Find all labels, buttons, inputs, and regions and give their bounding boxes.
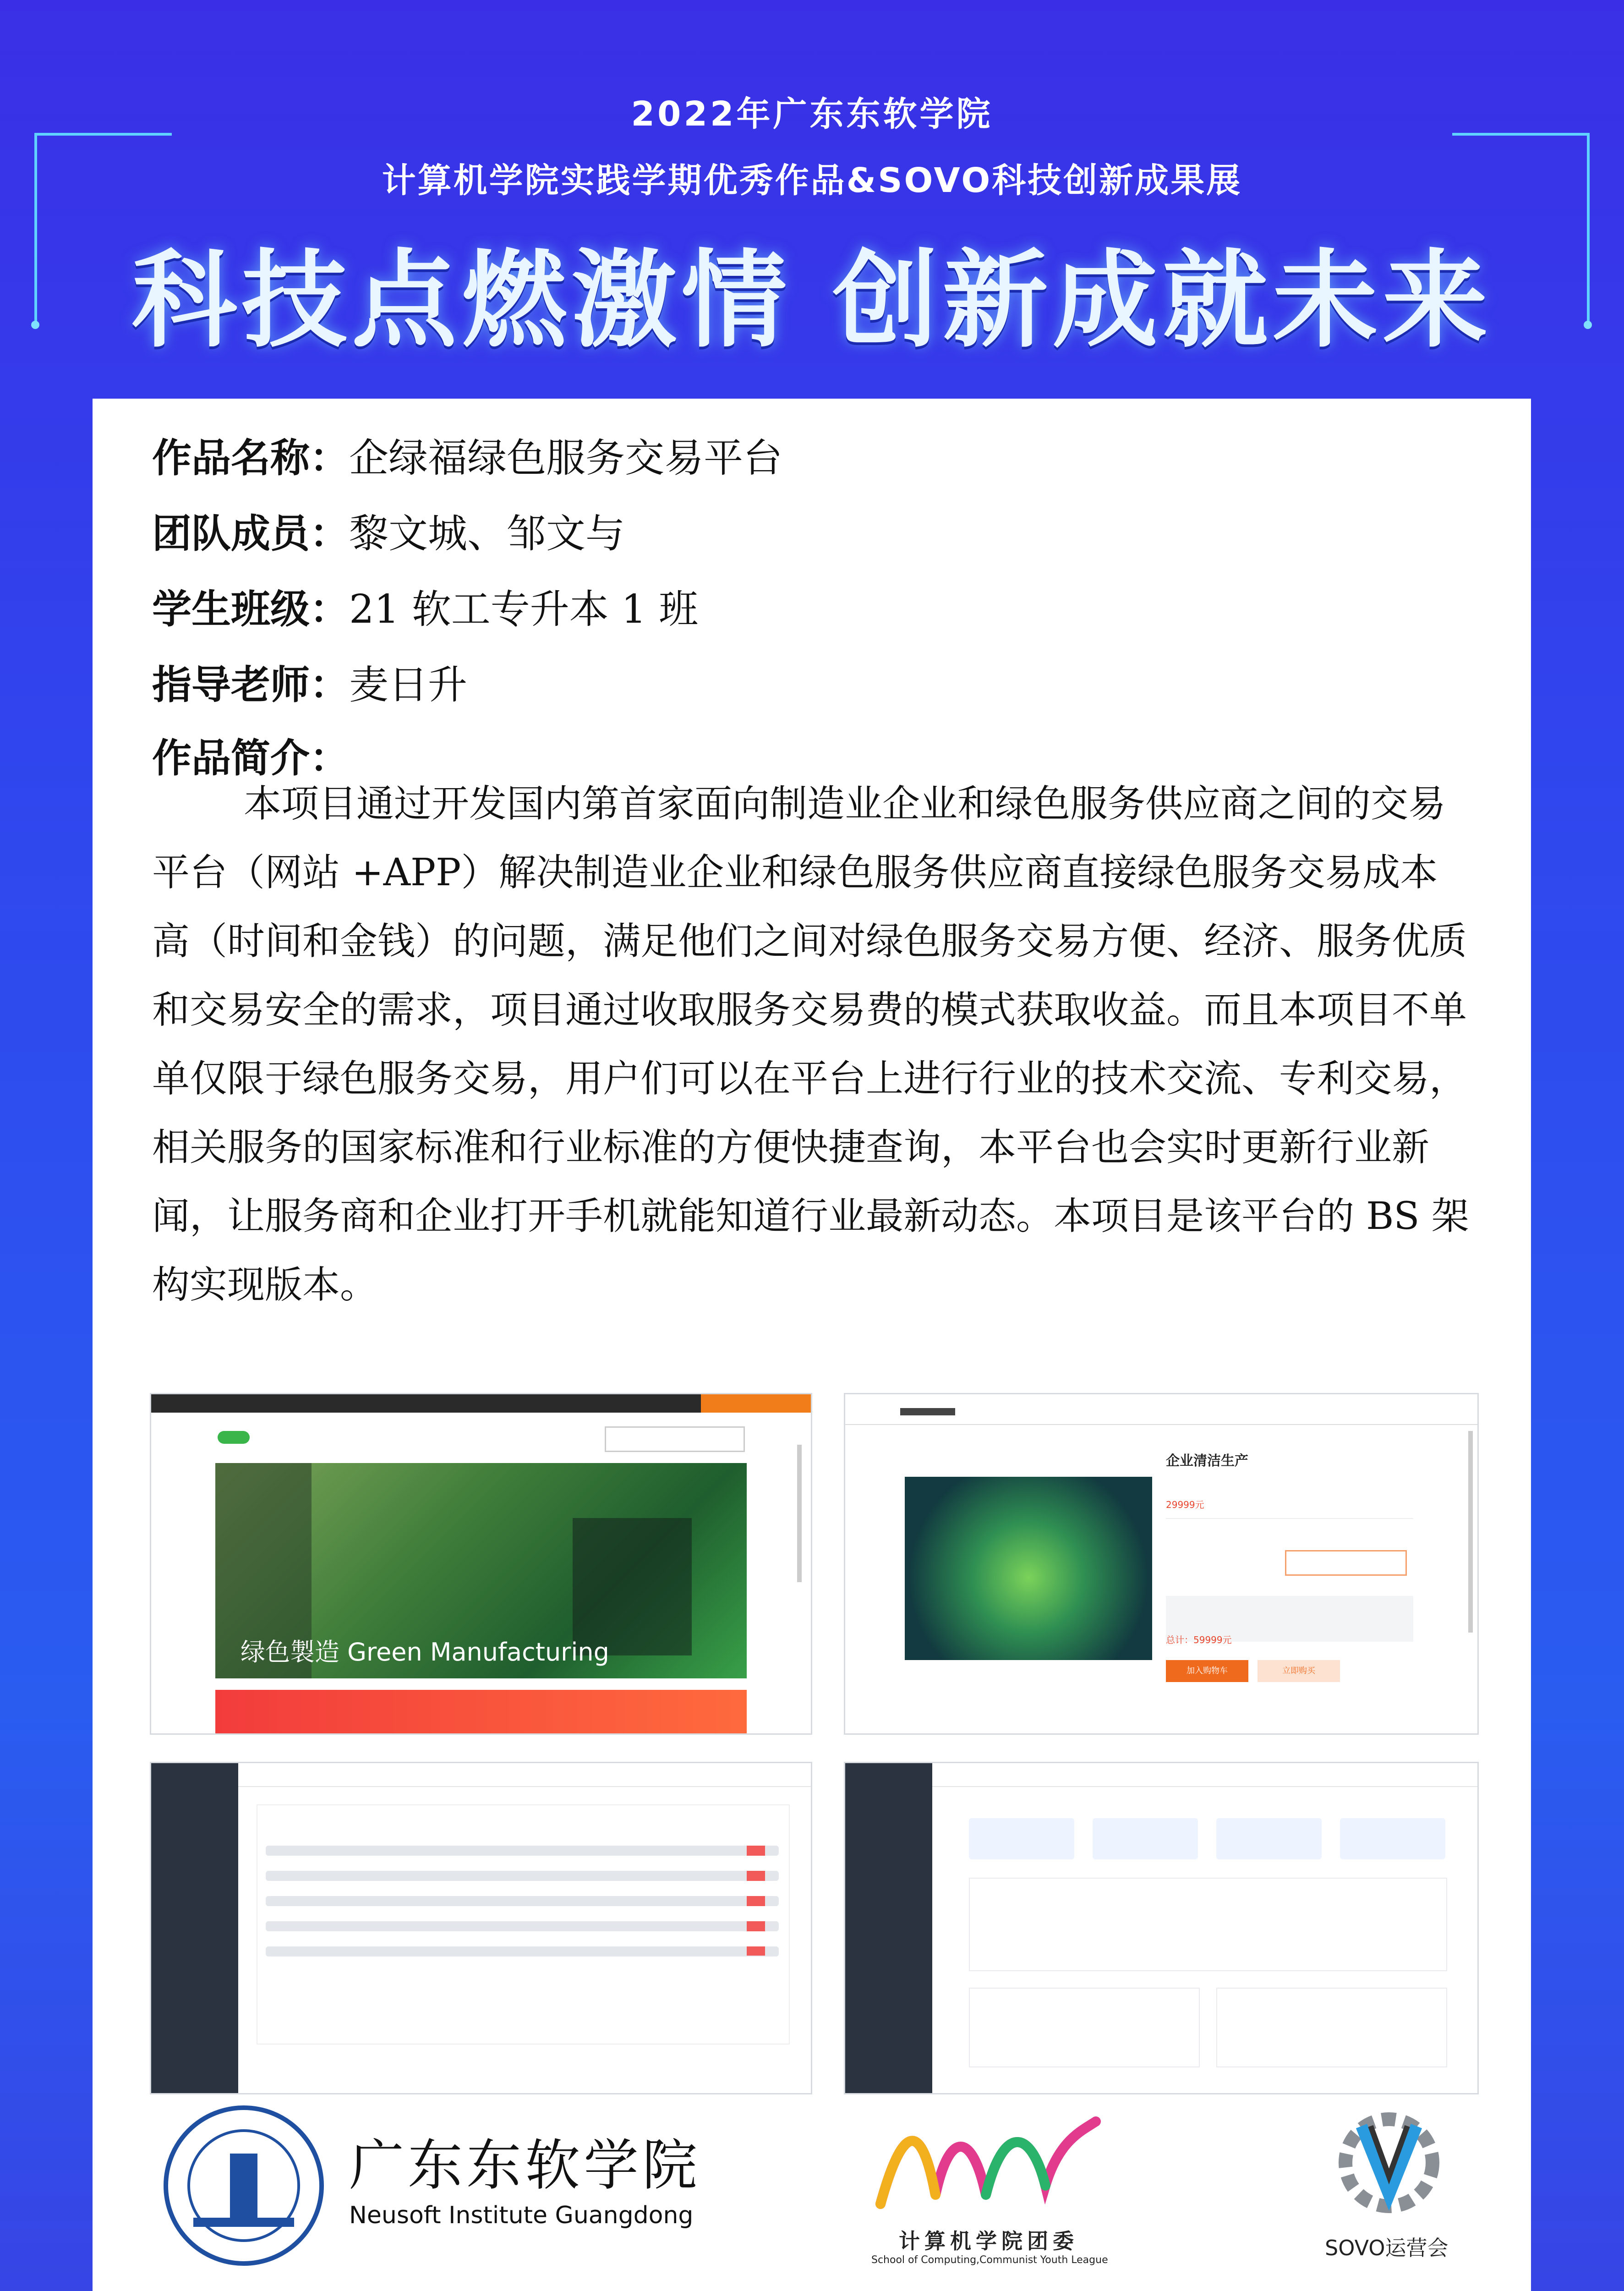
class-label: 学生班级： — [152, 586, 349, 632]
add-to-cart-button[interactable]: 加入购物车 — [1166, 1660, 1248, 1682]
spec-option[interactable] — [1285, 1550, 1407, 1576]
table-row — [266, 1871, 779, 1881]
delete-buttons[interactable] — [747, 1846, 765, 1956]
school-logo — [161, 2103, 326, 2270]
site-logo — [218, 1431, 250, 1444]
info-row-teacher — [152, 653, 467, 710]
school-seal-icon — [161, 2103, 326, 2268]
todo-panel — [969, 1878, 1447, 1971]
name-label: 作品名称： — [152, 435, 349, 481]
table-row — [266, 1896, 779, 1906]
stat-card — [1216, 1818, 1322, 1859]
league-logo — [867, 2103, 1105, 2224]
scrollbar — [797, 1445, 802, 1582]
admin-topbar — [238, 1763, 811, 1787]
team-label: 团队成员： — [152, 511, 349, 557]
table-row — [266, 1946, 779, 1957]
admin-sidebar — [845, 1763, 932, 2093]
screenshot-homepage — [150, 1393, 812, 1735]
teacher-label: 指导老师： — [152, 662, 349, 708]
intro-label: 作品简介： — [152, 735, 349, 781]
school-name-cn: 广东东软学院 — [349, 2134, 701, 2198]
league-name-en: School of Computing,Communist Youth League — [871, 2254, 1108, 2266]
admin-sidebar — [151, 1763, 238, 2093]
table-row — [266, 1921, 779, 1931]
name-value: 企绿福绿色服务交易平台 — [349, 435, 782, 481]
page-title-bar — [900, 1408, 955, 1415]
divider — [845, 1424, 1477, 1425]
screenshot-admin-dashboard — [844, 1762, 1479, 2094]
table-row — [266, 1846, 779, 1856]
school-name-en: Neusoft Institute Guangdong — [349, 2202, 694, 2229]
promo-strip — [215, 1690, 747, 1733]
stat-card — [1093, 1818, 1198, 1859]
product-summary-panel — [969, 1988, 1200, 2067]
content-card — [93, 399, 1531, 2291]
teacher-value: 麦日升 — [349, 662, 467, 708]
divider — [1166, 1518, 1413, 1519]
banner-text: 绿色製造 Green Manufacturing — [241, 1638, 609, 1666]
search-input — [605, 1426, 745, 1452]
product-price: 29999元 — [1166, 1499, 1204, 1510]
buy-now-button[interactable]: 立即购买 — [1258, 1660, 1340, 1682]
league-logo-icon — [867, 2103, 1105, 2222]
admin-topbar — [932, 1763, 1477, 1787]
total-price: 总计：59999元 — [1166, 1634, 1232, 1645]
product-image — [905, 1477, 1152, 1660]
header-sub-line: 计算机学院实践学期优秀作品&SOVO科技创新成果展 — [382, 161, 1242, 200]
product-title: 企业清洁生产 — [1166, 1453, 1248, 1469]
sovo-gear-icon — [1329, 2103, 1449, 2222]
header-year-line: 2022年广东东软学院 — [631, 94, 993, 134]
stat-card — [969, 1818, 1074, 1859]
banner-image — [215, 1463, 747, 1678]
screenshot-admin-list — [150, 1762, 812, 2094]
cart-tab — [701, 1394, 811, 1413]
info-row-name — [152, 426, 782, 483]
league-name-cn: 计算机学院团委 — [899, 2229, 1078, 2253]
info-row-team — [152, 502, 625, 559]
screenshot-product-detail — [844, 1393, 1479, 1735]
info-row-class — [152, 577, 698, 634]
intro-text: 本项目通过开发国内第首家面向制造业企业和绿色服务供应商之间的交易平台（网站 +APP）解决制造业企业和绿色服务供应商直接绿色服务交易成本高（时间和金钱）的问题，满足他们之间对绿色服务交易方便、经济、服务优质和交易安全的需求，项目通过收取服务交易费的模式获取收益。而且本项目不单单仅限于绿色服务交易，用户们可以在平台上进行行业的技术交流、专利交易，相关服务的国家标准和行业标准的方便快捷查询，本平台也会实时更新行业新闻，让服务商和企业打开手机就能知道行业最新动态。本项目是该平台的 BS 架构实现版本。 — [152, 782, 1469, 1307]
sovo-logo — [1329, 2103, 1449, 2224]
stat-card — [1340, 1818, 1445, 1859]
class-value: 21 软工专升本 1 班 — [349, 586, 699, 632]
user-summary-panel — [1216, 1988, 1447, 2067]
header-slogan: 科技点燃激情 创新成就未来 — [131, 240, 1493, 362]
sovo-label: SOVO运营会 — [1325, 2236, 1449, 2260]
team-value: 黎文城、邹文与 — [349, 511, 625, 557]
scrollbar — [1468, 1431, 1473, 1633]
